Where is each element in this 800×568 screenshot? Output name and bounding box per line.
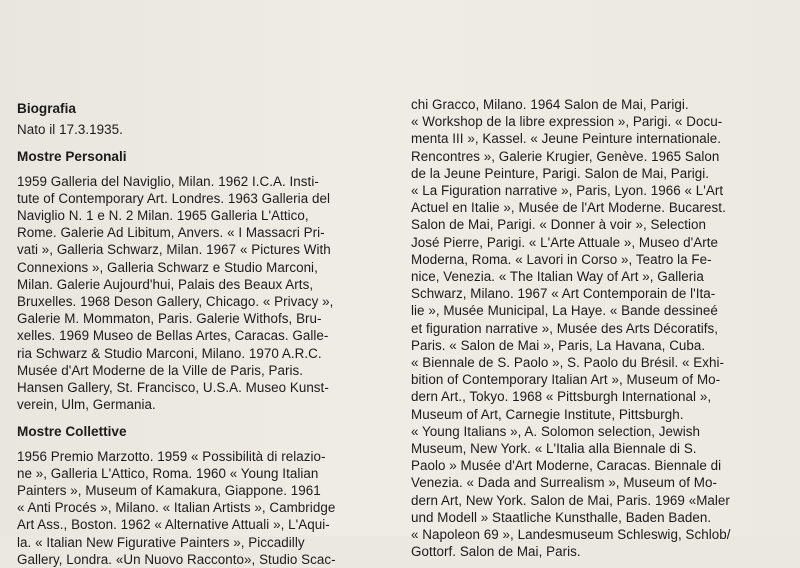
text-line: dern Art., Tokyo. 1968 « Pittsburgh International », bbox=[411, 389, 712, 405]
biografia-heading: Biografia bbox=[17, 101, 76, 116]
text-line: 1956 Premio Marzotto. 1959 « Possibilità di relazio- bbox=[17, 448, 326, 464]
text-line: « Anti Procés », Milano. « Italian Artists », Cambridge bbox=[17, 500, 336, 516]
mostre-collettive-text bbox=[17, 448, 385, 568]
text-line: Moderna, Roma. « Lavori in Corso », Teatro la Fe- bbox=[411, 251, 712, 267]
text-line: Naviglio N. 1 e N. 2 Milan. 1965 Galleria L'Attico, bbox=[17, 208, 309, 224]
text-line: « Workshop de la libre expression », Parigi. « Docu- bbox=[411, 114, 723, 130]
text-line: und Modell » Staatliche Kunsthalle, Baden Baden. bbox=[411, 509, 712, 525]
text-line: Bruxelles. 1968 Deson Gallery, Chicago. « Privacy », bbox=[17, 294, 334, 310]
text-line: menta III », Kassel. « Jeune Peinture internationale. bbox=[411, 131, 722, 147]
text-line: bition of Contemporary Italian Art », Museum of Mo- bbox=[411, 372, 721, 388]
text-line: verein, Ulm, Germania. bbox=[17, 397, 156, 413]
text-line: xelles. 1969 Museo de Bellas Artes, Caracas. Galle- bbox=[17, 328, 329, 344]
text-line: Paris. « Salon de Mai », Paris, La Havana, Cuba. bbox=[411, 337, 706, 353]
text-line: ria Schwarz & Studio Marconi, Milano. 1970 A.R.C. bbox=[17, 345, 322, 361]
text-line: lie », Musée Municipal, La Haye. « Bande dessineé bbox=[411, 303, 718, 319]
text-line: Actuel en Italie », Musée de l'Art Moderne. Bucarest. bbox=[411, 200, 726, 216]
text-line: Connexions », Galleria Schwarz e Studio Marconi, bbox=[17, 259, 318, 275]
text-line: « Young Italians », A. Solomon selection, Jewish bbox=[411, 423, 700, 439]
text-line: « Napoleon 69 », Landesmuseum Schleswig, Schlob/ bbox=[411, 527, 731, 543]
text-line: dern Art, New York. Salon de Mai, Paris. 1969 «Maler bbox=[411, 492, 730, 508]
text-line: Galerie M. Mommaton, Paris. Galerie Withofs, Bru- bbox=[17, 311, 322, 327]
right-column bbox=[411, 96, 783, 560]
text-line: la. « Italian New Figurative Painters », Piccadilly bbox=[17, 534, 305, 550]
text-line: 1959 Galleria del Naviglio, Milan. 1962 I.C.A. Insti- bbox=[17, 173, 319, 189]
text-line: Rome. Galerie Ad Libitum, Anvers. « I Massacri Pri- bbox=[17, 225, 325, 241]
text-line: Art Ass., Boston. 1962 « Alternative Attuali », L'Aqui- bbox=[17, 517, 330, 533]
text-line: Museum, New York. « L'Italia alla Biennale di S. bbox=[411, 441, 697, 457]
text-line: nice, Venezia. « The Italian Way of Art », Galleria bbox=[411, 269, 704, 285]
text-line: Museum of Art, Carnegie Institute, Pittsburgh. bbox=[411, 406, 684, 422]
text-line: vati », Galleria Schwarz, Milan. 1967 « Pictures With bbox=[17, 242, 331, 258]
text-line: « La Figuration narrative », Paris, Lyon. 1966 « L'Art bbox=[411, 183, 724, 199]
text-line: Musée d'Art Moderne de la Ville de Paris, Paris. bbox=[17, 362, 304, 378]
mostre-personali-heading: Mostre Personali bbox=[17, 149, 127, 165]
text-line: chi Gracco, Milano. 1964 Salon de Mai, Parigi. bbox=[411, 97, 689, 112]
text-line: Rencontres », Galerie Krugier, Genève. 1965 Salon bbox=[411, 148, 720, 164]
left-column bbox=[17, 100, 385, 568]
text-line: Painters », Museum of Kamakura, Giappone. 1961 bbox=[17, 483, 321, 499]
text-line: Gallery, Londra. «Un Nuovo Racconto», Studio Scac- bbox=[17, 551, 336, 567]
text-line: Schwarz, Milano. 1967 « Art Contemporain de l'Ita- bbox=[411, 286, 716, 302]
text-line: « Biennale de S. Paolo », S. Paolo du Brésil. « Exhi- bbox=[411, 355, 725, 371]
text-line: de la Jeune Peinture, Parigi. Salon de Mai, Parigi. bbox=[411, 165, 710, 181]
mostre-personali-text bbox=[17, 173, 385, 414]
text-line: tute of Contemporary Art. Londres. 1963 Galleria del bbox=[17, 190, 330, 206]
text-line: Hansen Gallery, St. Francisco, U.S.A. Museo Kunst- bbox=[17, 380, 329, 396]
mostre-collettive-heading: Mostre Collettive bbox=[17, 424, 127, 440]
text-line: José Pierre, Parigi. « L'Arte Attuale », Museo d'Arte bbox=[411, 234, 718, 250]
text-line: et figuration narrative », Musée des Arts Décoratifs, bbox=[411, 320, 719, 336]
text-line: Venezia. « Dada and Surrealism », Museum of Mo- bbox=[411, 475, 718, 491]
text-line: Salon de Mai, Parigi. « Donner à voir », Selection bbox=[411, 217, 707, 233]
text-line: ne », Galleria L'Attico, Roma. 1960 « Young Italian bbox=[17, 465, 319, 481]
text-line: Paolo » Musée d'Art Moderne, Caracas. Biennale di bbox=[411, 458, 722, 474]
text-line: Gottorf. Salon de Mai, Paris. bbox=[411, 544, 581, 560]
text-line: Milan. Galerie Aujourd'hui, Palais des Beaux Arts, bbox=[17, 276, 314, 292]
birth-date: Nato il 17.3.1935. bbox=[17, 122, 123, 138]
